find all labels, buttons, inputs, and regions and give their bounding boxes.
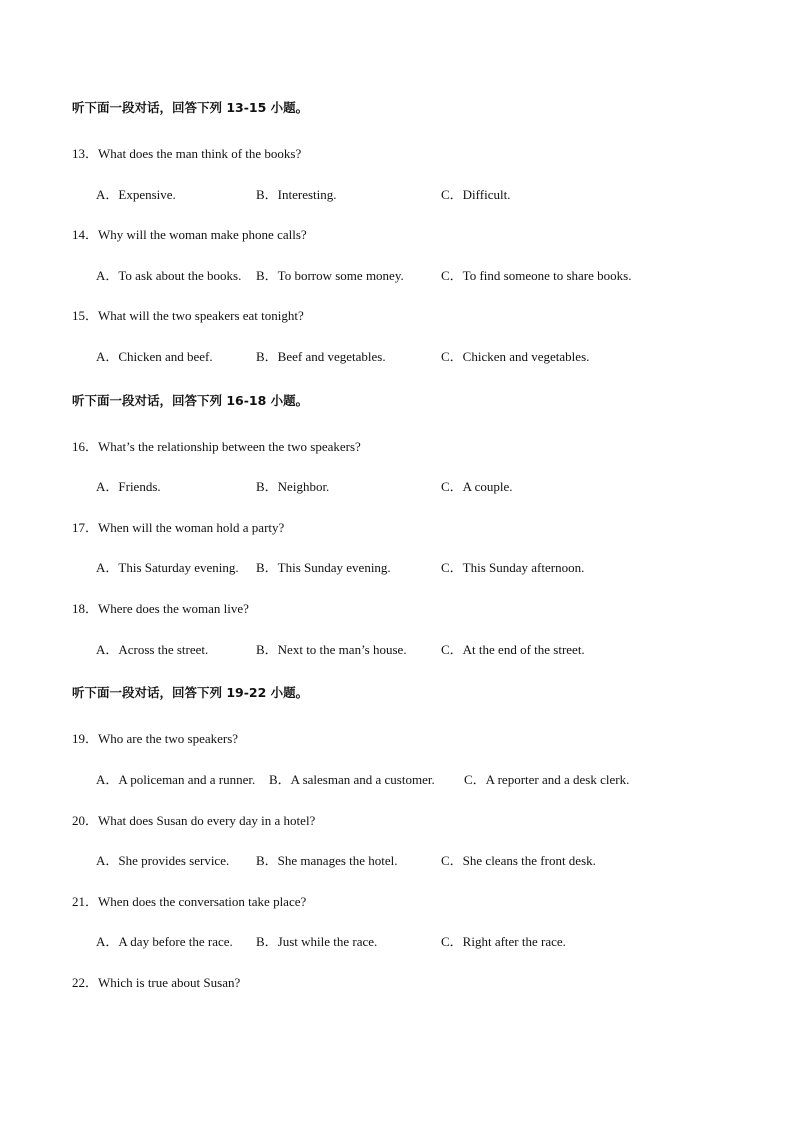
question-14-option-c: C．To find someone to share books. [441, 268, 632, 283]
question-15-option-b: B．Beef and vegetables. [256, 349, 386, 364]
question-18: 18．Where does the woman live? [72, 601, 249, 616]
question-13-option-a: A．Expensive. [96, 187, 176, 202]
question-14-option-a: A．To ask about the books. [96, 268, 242, 283]
question-20: 20．What does Susan do every day in a hotel? [72, 813, 316, 828]
question-21-option-a: A．A day before the race. [96, 934, 233, 949]
section-heading: 听下面一段对话，回答下列 16-18 小题。 [72, 393, 309, 408]
question-16-option-b: B．Neighbor. [256, 479, 330, 494]
question-18-option-c: C．At the end of the street. [441, 642, 585, 657]
question-17-option-a: A．This Saturday evening. [96, 560, 239, 575]
question-22: 22．Which is true about Susan? [72, 975, 241, 990]
question-19: 19．Who are the two speakers? [72, 731, 239, 746]
question-20-option-a: A．She provides service. [96, 853, 230, 868]
question-15: 15．What will the two speakers eat tonight? [72, 308, 304, 323]
question-18-option-b: B．Next to the man’s house. [256, 642, 407, 657]
question-20-option-b: B．She manages the hotel. [256, 853, 398, 868]
question-15-option-a: A．Chicken and beef. [96, 349, 213, 364]
question-16-option-a: A．Friends. [96, 479, 161, 494]
section-heading: 听下面一段对话，回答下列 19-22 小题。 [72, 685, 309, 700]
question-21-option-b: B．Just while the race. [256, 934, 378, 949]
question-19-option-b: B．A salesman and a customer. [269, 772, 435, 787]
question-20-option-c: C．She cleans the front desk. [441, 853, 596, 868]
question-21: 21．When does the conversation take place? [72, 894, 307, 909]
question-18-option-a: A．Across the street. [96, 642, 209, 657]
question-21-option-c: C．Right after the race. [441, 934, 566, 949]
question-19-option-c: C．A reporter and a desk clerk. [464, 772, 630, 787]
section-heading: 听下面一段对话，回答下列 13-15 小题。 [72, 100, 309, 115]
question-13: 13．What does the man think of the books? [72, 146, 302, 161]
question-17: 17．When will the woman hold a party? [72, 520, 285, 535]
question-17-option-b: B．This Sunday evening. [256, 560, 391, 575]
question-17-option-c: C．This Sunday afternoon. [441, 560, 585, 575]
question-16-option-c: C．A couple. [441, 479, 513, 494]
question-16: 16．What’s the relationship between the two speakers? [72, 439, 361, 454]
question-15-option-c: C．Chicken and vegetables. [441, 349, 590, 364]
question-13-option-b: B．Interesting. [256, 187, 337, 202]
question-14: 14．Why will the woman make phone calls? [72, 227, 307, 242]
question-19-option-a: A．A policeman and a runner. [96, 772, 256, 787]
question-14-option-b: B．To borrow some money. [256, 268, 404, 283]
question-13-option-c: C．Difficult. [441, 187, 511, 202]
